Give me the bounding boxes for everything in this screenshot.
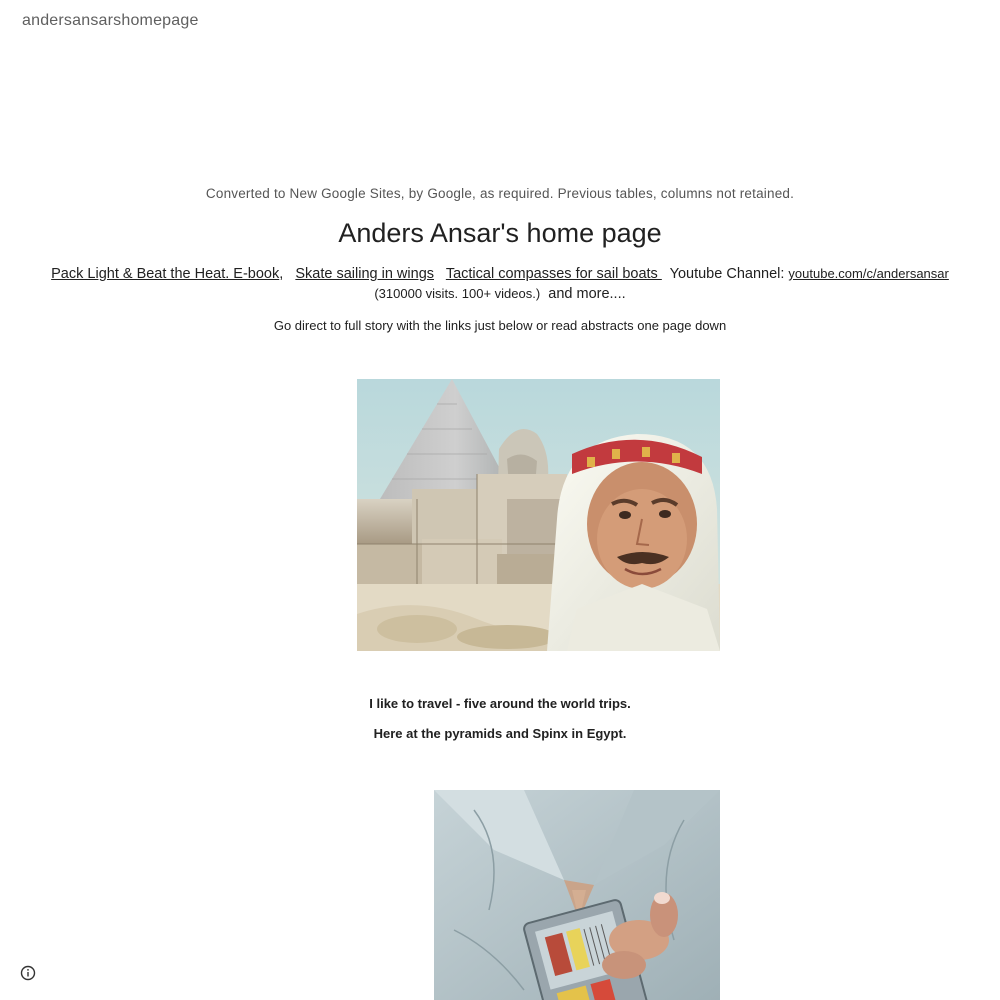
youtube-link[interactable]: youtube.com/c/andersansar xyxy=(788,266,949,281)
skate-sailing-link[interactable]: Skate sailing in wings xyxy=(295,266,435,282)
egypt-caption: Here at the pyramids and Spinx in Egypt. xyxy=(373,726,627,741)
links-paragraph xyxy=(50,264,950,304)
site-name-link[interactable]: andersansarshomepage xyxy=(22,12,199,29)
comma-separator: , xyxy=(279,266,284,282)
conversion-notice: Converted to New Google Sites, by Google, as required. Previous tables, columns not retained. xyxy=(205,186,795,201)
egypt-photo xyxy=(357,379,720,651)
compasses-link[interactable]: Tactical compasses for sail boats xyxy=(445,266,662,282)
and-more-text: and more.... xyxy=(548,286,626,302)
youtube-label: Youtube Channel: xyxy=(669,266,785,282)
ebook-link[interactable]: Pack Light & Beat the Heat. E-book xyxy=(51,266,280,282)
compass-photo xyxy=(434,790,720,1000)
direct-instructions: Go direct to full story with the links just below or read abstracts one page down xyxy=(273,318,727,333)
travel-caption: I like to travel - five around the world trips. xyxy=(369,696,631,711)
youtube-stats: (310000 visits. 100+ videos.) xyxy=(374,286,541,301)
info-icon[interactable] xyxy=(20,965,36,981)
page-title: Anders Ansar's home page xyxy=(338,218,662,248)
